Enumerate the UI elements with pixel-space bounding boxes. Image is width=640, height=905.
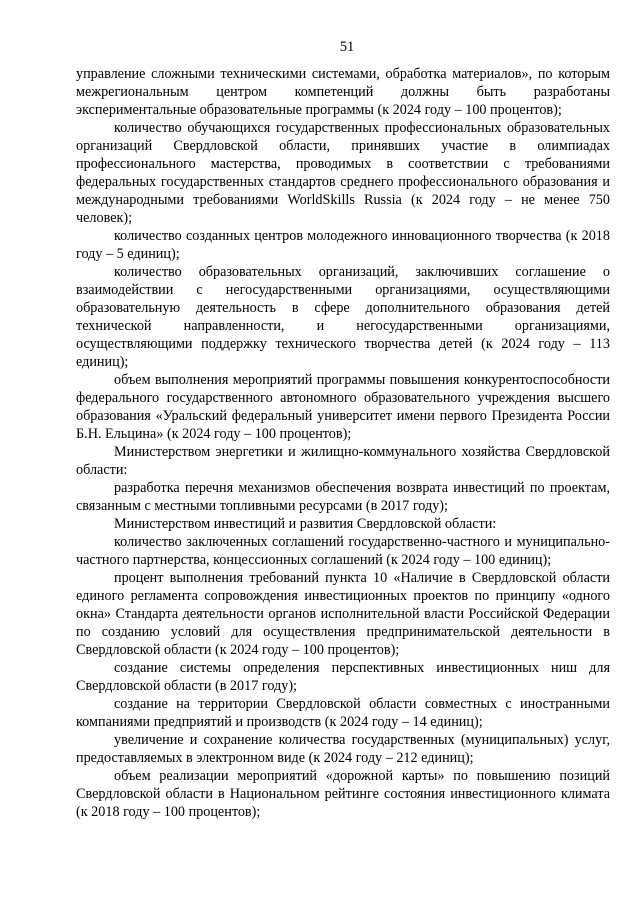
paragraph: количество образовательных организаций, заключивших соглашение о взаимодействии с негосударственными организациями, осуществляющими образовательную деятельность в сфере дополнительного образования детей технической направленности, и негосударственными организациями, осуществляющими поддержку технического творчества детей (к 2024 году – 113 единиц); xyxy=(76,264,610,370)
paragraph: количество заключенных соглашений государственно-частного и муниципально-частного партнерства, концессионных соглашений (к 2024 году – 100 единиц); xyxy=(76,534,610,568)
paragraph: Министерством энергетики и жилищно-коммунального хозяйства Свердловской области: xyxy=(76,444,610,478)
paragraph: Министерством инвестиций и развития Свердловской области: xyxy=(114,516,497,532)
page-number: 51 xyxy=(339,39,355,55)
paragraph: создание системы определения перспективных инвестиционных ниш для Свердловской области (в 2017 году); xyxy=(76,660,610,694)
paragraph: количество созданных центров молодежного инновационного творчества (к 2018 году – 5 единиц); xyxy=(76,228,610,262)
paragraph: управление сложными техническими системами, обработка материалов», по которым межрегиональным центром компетенций должны быть разработаны экспериментальные образовательные программы (к 2024 году – 100 процентов); xyxy=(76,66,610,118)
paragraph: объем выполнения мероприятий программы повышения конкурентоспособности федерального государственного автономного образовательного учреждения высшего образования «Уральский федеральный университет имени первого Президента России Б.Н. Ельцина» (к 2024 году – 100 процентов); xyxy=(76,372,610,442)
paragraph: создание на территории Свердловской области совместных с иностранными компаниями предприятий и производств (к 2024 году – 14 единиц); xyxy=(76,696,610,730)
paragraph: количество обучающихся государственных профессиональных образовательных организаций Свердловской области, принявших участие в олимпиадах профессионального мастерства, проводимых в соответствии с требованиями федеральных государственных стандартов среднего профессионального образования и международными требованиями WorldSkills Russia (к 2024 году – не менее 750 человек); xyxy=(76,120,610,226)
paragraph: увеличение и сохранение количества государственных (муниципальных) услуг, предоставляемых в электронном виде (к 2024 году – 212 единиц); xyxy=(76,732,610,766)
paragraph: объем реализации мероприятий «дорожной карты» по повышению позиций Свердловской области в Национальном рейтинге состояния инвестиционного климата (к 2018 году – 100 процентов); xyxy=(76,768,610,820)
paragraph: разработка перечня механизмов обеспечения возврата инвестиций по проектам, связанным с местными топливными ресурсами (в 2017 году); xyxy=(76,480,610,514)
document-body xyxy=(76,65,610,821)
paragraph: процент выполнения требований пункта 10 «Наличие в Свердловской области единого регламента сопровождения инвестиционных проектов по принципу «одного окна» Стандарта деятельности органов исполнительной власти Российской Федерации по созданию условий для осуществления предпринимательской деятельности в Свердловской области (к 2024 году – 100 процентов); xyxy=(76,570,610,658)
